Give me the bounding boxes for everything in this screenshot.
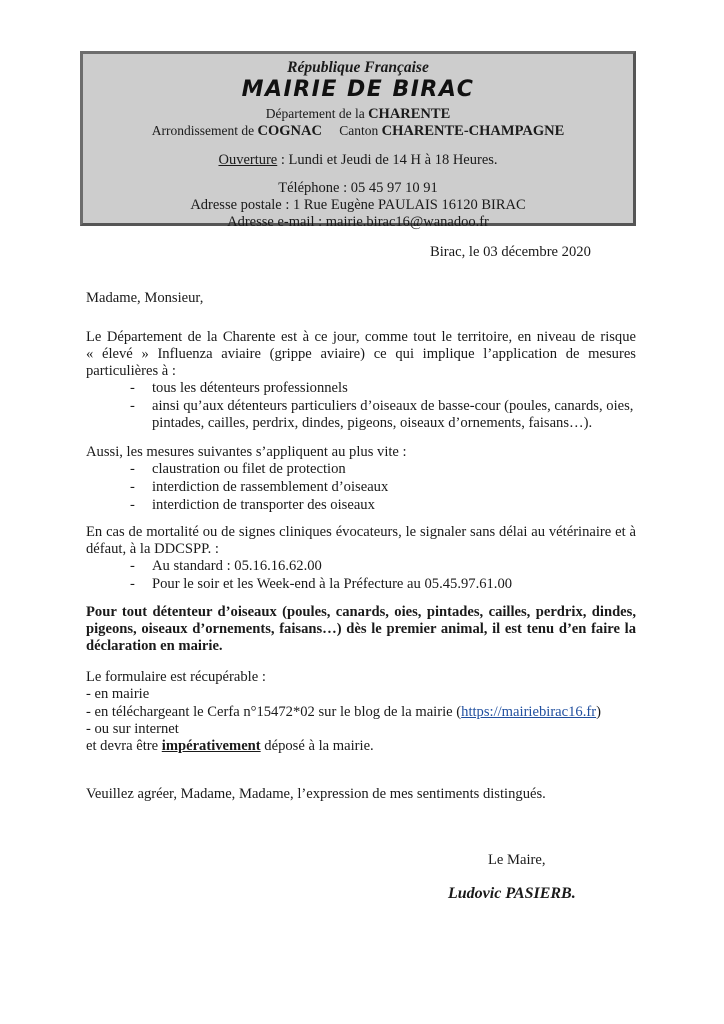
departement-line [83,105,633,123]
para5-intro: Le formulaire est récupérable : [86,669,266,685]
para5-item2-suffix: ) [596,704,601,720]
closing: Veuillez agréer, Madame, Madame, l’expression de mes sentiments distingués. [86,786,546,802]
departement-prefix: Département de la [265,106,365,121]
para5-final [86,738,636,755]
mairie-title: MAIRIE DE BIRAC [241,77,475,102]
para1-line1: Le Département de la Charente est à ce jour, comme tout le territoire, en niveau de risque [86,329,636,345]
letterhead-box [80,51,636,230]
signature-title: Le Maire, [488,852,546,868]
para5-item2-text: - en téléchargeant le Cerfa n°15472*02 sur le blog de la mairie ( [86,704,462,720]
list-item: - interdiction de transporter des oiseaux [130,497,375,513]
republique-heading: République Française [287,59,429,76]
list-item: - Pour le soir et les Week-end à la Préfecture au 05.45.97.61.00 [130,576,513,592]
para1-line2: « élevé » Influenza aviaire (grippe aviaire) ce qui implique l’application de mesures [86,346,636,362]
ouverture-line [83,152,633,169]
list-item-text: tous les détenteurs professionnels [152,380,348,396]
list-item-text: Pour le soir et les Week-end à la Préfecture au 05.45.97.61.00 [152,576,513,592]
list-item-text: interdiction de transporter des oiseaux [152,497,375,513]
para1-line3: particulières à : [86,363,176,379]
list-item: - claustration ou filet de protection [130,461,346,477]
departement-name: CHARENTE [368,106,451,122]
canton-prefix: Canton [339,123,379,138]
list-item-continuation: pintades, cailles, perdrix, dindes, pigeons, oiseaux d’ornements, faisans…). [152,415,593,431]
list-item-text: claustration ou filet de protection [152,461,346,477]
para4-line3: déclaration en mairie. [86,638,223,654]
list-item: - ainsi qu’aux détenteurs particuliers d’oiseaux de basse-cour (poules, canards, oies, [130,398,634,414]
para4-line1: Pour tout détenteur d’oiseaux (poules, canards, oies, pintades, cailles, perdrix, dindes, [86,604,636,620]
list-item: - Au standard : 05.16.16.62.00 [130,558,322,574]
para2-intro: Aussi, les mesures suivantes s’appliquent au plus vite : [86,444,407,460]
salutation: Madame, Monsieur, [86,290,204,306]
list-item-text: interdiction de rassemblement d’oiseaux [152,479,389,495]
para5-final-suffix: déposé à la mairie. [260,738,374,754]
para3-line1: En cas de mortalité ou de signes cliniques évocateurs, le signaler sans délai au vétérinaire et à [86,524,636,540]
canton-name: CHARENTE-CHAMPAGNE [381,123,565,139]
list-item-text: Au standard : 05.16.16.62.00 [152,558,322,574]
para5-final-prefix: et devra être [86,738,162,754]
list-item-text: ainsi qu’aux détenteurs particuliers d’oiseaux de basse-cour (poules, canards, oies, [152,398,634,414]
email-address-line: Adresse e-mail : mairie.birac16@wanadoo.fr [227,214,489,230]
para5-item1: - en mairie [86,686,150,702]
arrondissement-prefix: Arrondissement de [151,123,255,138]
list-item: - interdiction de rassemblement d’oiseaux [130,479,389,495]
blog-link[interactable]: https://mairiebirac16.fr [461,704,597,720]
para5-item2 [86,704,636,721]
para5-final-emphasis: impérativement [161,738,261,754]
arrondissement-name: COGNAC [257,123,322,139]
ouverture-text: : Lundi et Jeudi de 14 H à 18 Heures. [277,152,498,168]
ouverture-label: Ouverture [218,152,278,168]
arrondissement-line [83,122,633,140]
signature-name: Ludovic PASIERB. [448,885,576,902]
para4-line2: pigeons, oiseaux d’ornements, faisans…) dès le premier animal, il est tenu d’en faire la [86,621,636,637]
para3-line2: défaut, à la DDCSPP. : [86,541,219,557]
para5-item3: - ou sur internet [86,721,179,737]
postal-address-line: Adresse postale : 1 Rue Eugène PAULAIS 16120 BIRAC [190,197,526,213]
telephone-line: Téléphone : 05 45 97 10 91 [278,180,438,196]
list-item: - tous les détenteurs professionnels [130,380,348,396]
letter-date: Birac, le 03 décembre 2020 [430,244,591,260]
